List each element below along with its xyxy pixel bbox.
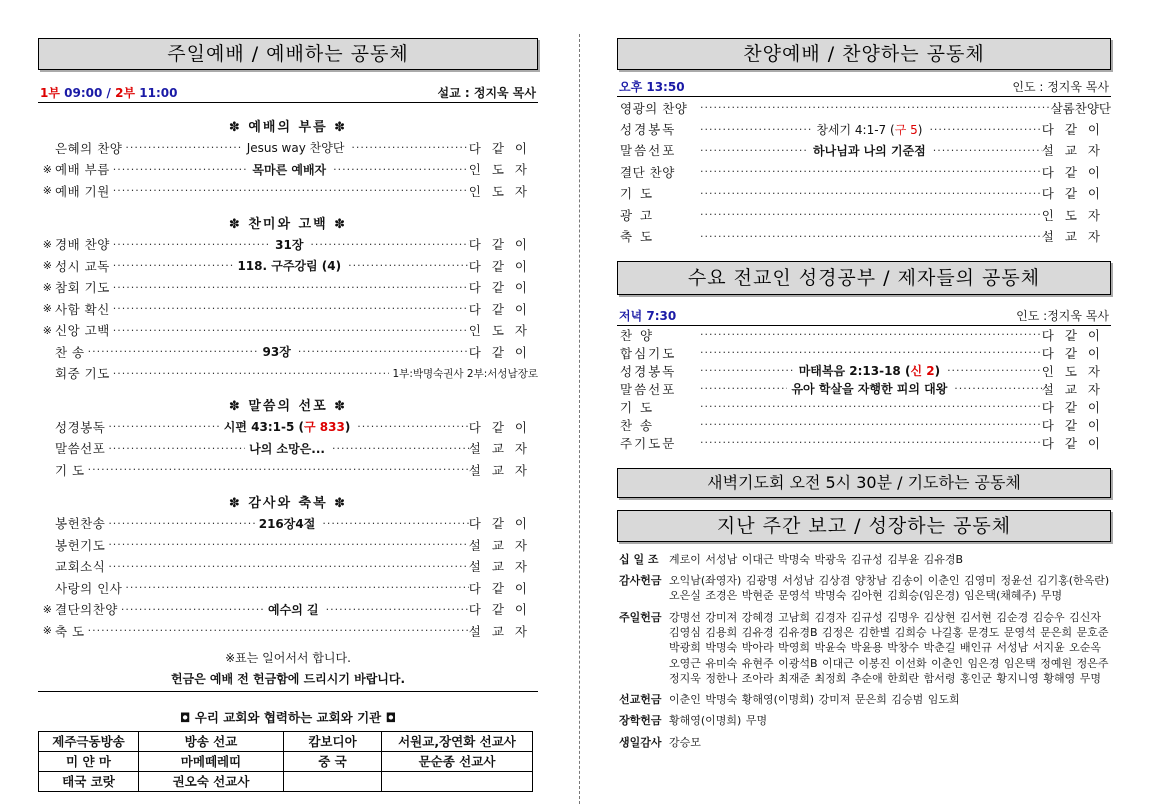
item-name: 예배 부름 <box>55 162 110 178</box>
item-name: 기 도 <box>55 462 85 478</box>
report-names: 오익남(좌영자) 김광명 서성남 김상겸 양창남 김송이 이춘인 김영미 정윤선 김기홍(한옥란) 오은실 조경은 박현준 문영석 박명숙 김아현 김희승(임은경) 임은택(채혜주) 무명 <box>669 574 1110 603</box>
item-person: 인도자 <box>468 323 538 339</box>
order-row <box>38 599 538 621</box>
order-row <box>38 556 538 578</box>
order-row <box>38 534 538 556</box>
order-row <box>617 204 1111 225</box>
leader-dots <box>930 144 1042 157</box>
leader-dots <box>345 259 469 272</box>
item-content-text: 예수의 길 <box>268 602 319 617</box>
order-row <box>617 326 1111 344</box>
item-person: 설교자 <box>468 623 538 639</box>
order-row <box>617 362 1111 380</box>
item-name: 찬 송 <box>55 344 85 360</box>
leader-dots <box>697 346 1042 359</box>
report-names: 계로이 서성남 이대근 박명숙 박광욱 김규성 김부윤 김유경B <box>669 552 964 566</box>
item-content <box>220 418 355 435</box>
item-content-text: 31장 <box>275 237 304 252</box>
wednesday-study-banner: 수요 전교인 성경공부 / 제자들의 공동체 <box>617 261 1111 295</box>
item-name: 사랑의 인사 <box>55 580 123 596</box>
item-person: 다같이 <box>1041 164 1111 180</box>
leader-dots <box>307 238 468 251</box>
leader-dots <box>105 517 254 530</box>
item-person: 다같이 <box>468 258 538 274</box>
order-row <box>38 513 538 535</box>
report-label: 생일감사 <box>619 735 662 749</box>
wednesday-order <box>617 326 1111 452</box>
item-person: 설교자 <box>468 441 538 457</box>
stand-mark: ※ <box>42 602 52 616</box>
leader-dots <box>951 382 1041 395</box>
leader-dots <box>122 141 242 154</box>
partners-row <box>39 731 533 751</box>
leader-dots <box>697 436 1042 449</box>
leader-dots <box>122 581 468 594</box>
order-row <box>617 344 1111 362</box>
stand-mark: ※ <box>42 323 52 337</box>
item-content <box>264 601 323 618</box>
item-person: 다같이 <box>468 344 538 360</box>
praise-time-row <box>617 80 1111 97</box>
praise-order <box>617 97 1111 247</box>
standing-note: ※표는 일어서서 합니다. <box>225 650 351 665</box>
item-name: 축 도 <box>620 229 655 245</box>
report-label: 감사헌금 <box>619 574 662 588</box>
item-person: 다같이 <box>468 301 538 317</box>
report-row <box>617 552 1111 567</box>
item-person: 다같이 <box>468 602 538 618</box>
leader-dots <box>105 420 219 433</box>
partner-cell: 제주극동방송 <box>39 731 139 751</box>
partner-cell: 마메떼레띠 <box>139 751 284 771</box>
stand-mark: ※ <box>42 302 52 316</box>
item-person: 설교자 <box>1041 381 1111 397</box>
item-person: 다같이 <box>468 280 538 296</box>
partner-cell: 중 국 <box>284 751 382 771</box>
partner-cell: 서원교,장연화 선교사 <box>382 731 533 751</box>
item-name: 성경봉독 <box>620 122 677 138</box>
wednesday-leader: 인도 :정지욱 목사 <box>1016 308 1109 323</box>
hymn-number: 신 2 <box>910 364 935 379</box>
partners-row <box>39 751 533 771</box>
item-name: 말씀선포 <box>620 143 677 159</box>
leader-dots <box>926 123 1041 136</box>
report-label: 장학헌금 <box>619 714 662 728</box>
leader-dots <box>85 624 469 637</box>
item-person: 인도자 <box>1041 207 1111 223</box>
order-row <box>38 341 538 363</box>
leader-dots <box>697 400 1042 413</box>
item-content-text: 하나님과 나의 기준점 <box>813 143 926 158</box>
order-row <box>38 180 538 202</box>
leader-dots <box>105 560 468 573</box>
order-row <box>617 118 1111 139</box>
leader-dots <box>697 328 1042 341</box>
leader-dots <box>697 208 1042 221</box>
report-names: 강승모 <box>669 735 701 749</box>
report-row <box>617 610 1111 686</box>
item-content <box>259 343 295 360</box>
leader-dots <box>697 187 1042 200</box>
partner-cell: 미 얀 마 <box>39 751 139 771</box>
item-name: 회중 기도 <box>55 366 110 382</box>
order-row <box>38 577 538 599</box>
item-content-end: ) <box>917 122 923 137</box>
sunday-time-row <box>38 85 538 103</box>
item-content <box>243 139 349 156</box>
item-content-text: Jesus way 찬양단 <box>246 141 345 156</box>
item-content <box>248 161 330 178</box>
item-name: 결단 찬양 <box>620 164 675 180</box>
order-row <box>617 416 1111 434</box>
leader-dots <box>697 101 1051 114</box>
order-row <box>617 140 1111 161</box>
item-content <box>795 362 944 379</box>
item-name: 광 고 <box>620 207 655 223</box>
item-content <box>271 236 307 253</box>
order-row <box>617 161 1111 182</box>
leader-dots <box>697 144 809 157</box>
leader-dots <box>85 345 259 358</box>
item-name: 성경봉독 <box>620 363 677 379</box>
item-person: 다같이 <box>1041 399 1111 415</box>
praise-service-banner: 찬양예배 / 찬양하는 공동체 <box>617 38 1111 70</box>
item-name: 예배 기원 <box>55 183 110 199</box>
item-name: 주기도문 <box>620 435 677 451</box>
order-row <box>617 380 1111 398</box>
item-person: 설교자 <box>1041 143 1112 159</box>
leader-dots <box>110 163 249 176</box>
item-content-text: 창세기 4:1-7 ( <box>816 122 895 137</box>
item-name: 사함 확신 <box>55 301 110 317</box>
item-name: 영광의 찬양 <box>620 100 688 116</box>
leader-dots <box>110 367 389 380</box>
sermon-preacher: 설교 : 정지욱 목사 <box>437 86 536 100</box>
right-column <box>617 0 1111 756</box>
item-name: 말씀선포 <box>620 381 677 397</box>
report-row <box>617 735 1111 750</box>
order-row <box>617 183 1111 204</box>
report-names: 황해영(이명희) 무명 <box>669 714 768 728</box>
item-content-text: 목마른 예배자 <box>252 162 327 177</box>
order-row <box>617 398 1111 416</box>
order-of-worship <box>38 116 538 642</box>
item-name: 기 도 <box>620 399 655 415</box>
partner-cell: 태국 코랏 <box>39 771 139 791</box>
report-label: 선교헌금 <box>619 693 662 707</box>
order-row <box>38 298 538 320</box>
report-label: 주일헌금 <box>619 610 662 624</box>
section-title: ✽ 말씀의 선포 ✽ <box>228 399 348 414</box>
stand-mark: ※ <box>42 184 52 198</box>
order-row <box>617 225 1111 246</box>
item-person: 인도자 <box>468 162 538 178</box>
item-person: 설교자 <box>468 537 538 553</box>
item-content-end: ) <box>934 364 941 379</box>
leader-dots <box>329 442 469 455</box>
item-content <box>812 121 926 138</box>
item-person: 다같이 <box>468 237 538 253</box>
order-row <box>38 620 538 642</box>
item-content-end: ) <box>344 420 351 435</box>
item-person: 다같이 <box>468 516 538 532</box>
order-row <box>38 277 538 299</box>
leader-dots <box>697 165 1042 178</box>
item-content-text: 유아 학살을 자행한 피의 대왕 <box>791 382 948 397</box>
leader-dots <box>319 517 468 530</box>
item-name: 찬 양 <box>620 327 655 343</box>
item-person: 다같이 <box>1041 327 1111 343</box>
partner-cell: 캄보디아 <box>284 731 382 751</box>
dawn-prayer-banner: 새벽기도회 오전 5시 30분 / 기도하는 공동체 <box>617 468 1111 498</box>
stand-mark: ※ <box>42 237 52 251</box>
report-names: 강명선 강미져 강혜경 고남희 김경자 김규성 김명우 김상현 김서현 김순경 김승우 김신자 김영심 김용희 김유경 김유경B 김정은 김한별 김희승 나길홍 문경도 문영석 문은희 문호준 박광희 박명숙 박아라 박영희 박윤숙 박윤용 박창수 박춘길 배인규 서성남 서지윤 오순옥 오영근 유미숙 유현주 이광석B 이대근 이봉진 이선화 이춘인 임은경 임은택 정예원 정은주 정지욱 정한나 조아라 최재준 최정희 추순애 한희란 함서령 홍인군 황지니영 황해영 무명 <box>669 610 1109 685</box>
partner-cell <box>284 771 382 791</box>
leader-dots <box>85 463 469 476</box>
stand-mark: ※ <box>42 259 52 273</box>
section-title: ✽ 찬미와 고백 ✽ <box>228 216 348 232</box>
item-content <box>245 440 329 457</box>
item-name: 봉헌찬송 <box>55 516 106 532</box>
praise-leader: 인도 : 정지욱 목사 <box>1012 80 1109 94</box>
order-row <box>38 320 538 342</box>
item-content-text: 216장4절 <box>258 516 316 531</box>
item-person: 인도자 <box>468 183 538 199</box>
item-content-text: 시편 43:1-5 ( <box>223 420 304 435</box>
item-content-text: 나의 소망은... <box>249 441 325 456</box>
hymn-number: 구 5 <box>894 122 918 137</box>
wednesday-time-row <box>617 309 1111 326</box>
item-content <box>255 515 320 532</box>
item-name: 교회소식 <box>55 559 106 575</box>
item-content <box>809 142 930 159</box>
leader-dots <box>110 302 469 315</box>
item-content <box>233 257 345 274</box>
leader-dots <box>110 259 234 272</box>
leader-dots <box>105 442 245 455</box>
item-name: 결단의찬양 <box>55 602 118 618</box>
item-person: 살롬찬양단 <box>1050 100 1111 116</box>
item-name: 참회 기도 <box>55 280 110 296</box>
item-person: 다같이 <box>1041 122 1111 138</box>
item-content-text: 마태복음 2:13-18 ( <box>798 364 911 379</box>
order-row <box>38 255 538 277</box>
order-row <box>38 159 538 181</box>
page-divider <box>579 34 580 804</box>
item-content-text: 118. 구주강림 (4) <box>237 259 342 274</box>
order-row <box>38 137 538 159</box>
order-row <box>38 416 538 438</box>
leader-dots <box>295 345 469 358</box>
item-person: 다같이 <box>1041 417 1111 433</box>
item-person: 1부:박명숙권사 2부:서성남장로 <box>392 367 538 380</box>
weekly-report <box>617 552 1111 750</box>
section-title: ✽ 감사와 축복 ✽ <box>228 495 348 511</box>
offering-note: 헌금은 예배 전 헌금함에 드리시기 바랍니다. <box>38 670 538 692</box>
partner-cell: 방송 선교 <box>139 731 284 751</box>
report-row <box>617 573 1111 604</box>
item-name: 봉헌기도 <box>55 537 106 553</box>
report-row <box>617 692 1111 707</box>
item-name: 찬 송 <box>620 417 655 433</box>
item-person: 설교자 <box>1041 229 1111 245</box>
item-person: 다같이 <box>1041 345 1111 361</box>
leader-dots <box>697 123 812 136</box>
item-person: 다같이 <box>468 580 538 596</box>
item-person: 다같이 <box>468 140 538 156</box>
partners-row <box>39 771 533 791</box>
partners-table <box>38 731 533 792</box>
item-name: 은혜의 찬양 <box>55 140 123 156</box>
item-person: 다같이 <box>468 419 538 435</box>
service-times: 1부 09:00 / 2부 11:00 <box>40 86 178 100</box>
item-name: 기 도 <box>620 186 655 202</box>
item-person: 설교자 <box>468 462 538 478</box>
item-name: 신앙 고백 <box>55 323 110 339</box>
item-person: 설교자 <box>468 559 538 575</box>
report-names: 이춘인 박명숙 황해영(이명희) 강미져 문은희 김승범 임도희 <box>669 693 960 707</box>
weekly-report-banner: 지난 주간 보고 / 성장하는 공동체 <box>617 510 1111 542</box>
stand-mark: ※ <box>42 162 52 176</box>
order-row <box>38 363 538 385</box>
leader-dots <box>944 364 1042 377</box>
leader-dots <box>105 538 468 551</box>
hymn-number: 구 833 <box>303 420 345 435</box>
stand-mark: ※ <box>42 280 52 294</box>
praise-time: 오후 13:50 <box>619 80 685 94</box>
item-name: 합심기도 <box>620 345 677 361</box>
leader-dots <box>110 324 469 337</box>
item-name: 경배 찬양 <box>55 237 110 253</box>
item-person: 다같이 <box>1041 435 1111 451</box>
order-row <box>38 438 538 460</box>
item-name: 성경봉독 <box>55 419 106 435</box>
wednesday-time: 저녁 7:30 <box>619 308 677 323</box>
leader-dots <box>323 603 469 616</box>
item-person: 인도자 <box>1041 363 1111 379</box>
report-row <box>617 713 1111 728</box>
leader-dots <box>110 281 469 294</box>
sunday-service-banner: 주일예배 / 예배하는 공동체 <box>38 38 538 70</box>
item-content-text: 93장 <box>262 345 291 360</box>
leader-dots <box>697 230 1042 243</box>
partners-title: ◘ 우리 교회와 협력하는 교회와 기관 ◘ <box>179 709 397 725</box>
order-row <box>617 434 1111 452</box>
order-row <box>38 459 538 481</box>
item-name: 말씀선포 <box>55 441 106 457</box>
item-name: 성시 교독 <box>55 258 110 274</box>
report-label: 십 일 조 <box>619 552 659 566</box>
partner-cell: 권오숙 선교사 <box>139 771 284 791</box>
partner-cell: 문순종 선교사 <box>382 751 533 771</box>
order-row <box>38 234 538 256</box>
leader-dots <box>110 184 469 197</box>
leader-dots <box>354 420 468 433</box>
leader-dots <box>330 163 469 176</box>
leader-dots <box>697 364 795 377</box>
leader-dots <box>118 603 264 616</box>
item-content <box>787 380 951 397</box>
section-title: ✽ 예배의 부름 ✽ <box>228 120 348 135</box>
leader-dots <box>697 418 1042 431</box>
leader-dots <box>697 382 787 395</box>
order-row <box>617 97 1111 118</box>
partner-cell <box>382 771 533 791</box>
stand-mark: ※ <box>42 624 52 638</box>
item-name: 축 도 <box>55 623 85 639</box>
sunday-service-column <box>38 0 538 792</box>
leader-dots <box>348 141 468 154</box>
item-person: 다같이 <box>1041 186 1111 202</box>
leader-dots <box>110 238 271 251</box>
